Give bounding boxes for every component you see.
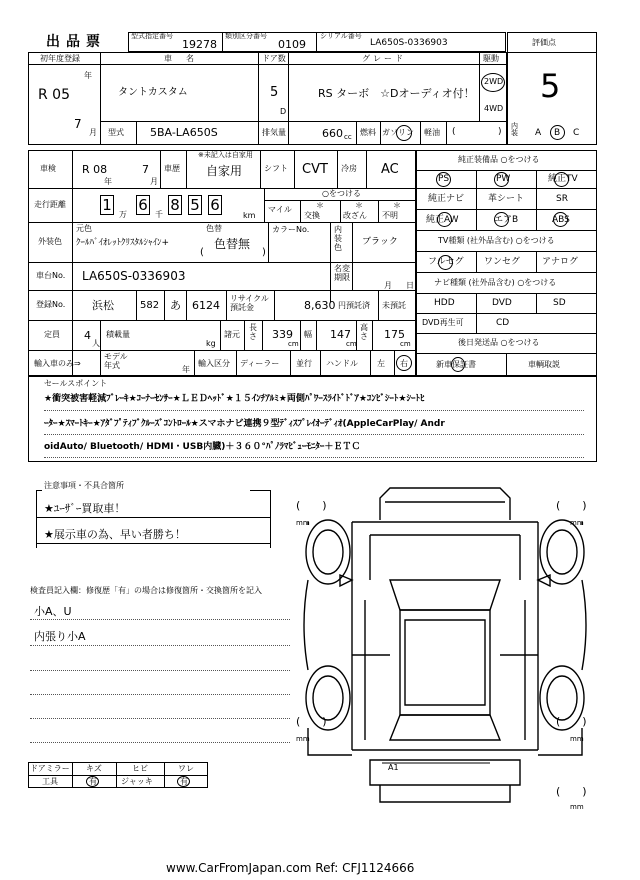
oem-ps: PS — [438, 174, 450, 184]
mileage-label: 走行距離 — [34, 200, 66, 209]
oem-pw-circle — [494, 172, 509, 187]
model-year-unit: 年 — [182, 365, 190, 374]
cc-unit: cc — [344, 133, 352, 141]
mileage-digit-4: 5 — [188, 195, 202, 215]
load-label: 積載量 — [106, 330, 130, 339]
model-code: 19278 — [182, 38, 217, 51]
front-bumper-outline — [380, 488, 510, 520]
reg-kana: あ — [170, 299, 181, 312]
color-no-label: カラーNo. — [272, 225, 310, 234]
drive-4wd: 4WD — [484, 104, 504, 113]
inspector-line-2: 内張り小A — [34, 630, 86, 643]
legend-mirror: ドアミラー — [30, 764, 70, 773]
car-damage-diagram — [290, 480, 600, 810]
import-section-label: 輸入区分 — [198, 359, 230, 368]
legend-scratch: キズ — [86, 764, 102, 773]
tools-yes-circle — [86, 776, 99, 787]
roof-outline — [400, 610, 490, 715]
reg-class: 582 — [140, 300, 160, 311]
tire-fl-bracket: ( ) — [296, 499, 327, 512]
serial-no: LA650S-0336903 — [370, 38, 448, 48]
interior-b-circle — [550, 125, 565, 140]
legend-tools: 工具 — [42, 777, 58, 786]
type-value: 5BA-LA650S — [150, 126, 218, 139]
mark-tamper: ＊ — [355, 201, 363, 210]
color-label: 外装色 — [38, 237, 62, 246]
navi-dvd-play: DVD再生可 — [422, 318, 464, 327]
paint-value: 色替無 — [214, 237, 251, 251]
mileage-digit-3: 8 — [168, 195, 182, 215]
mileage-unknown: 不明 — [382, 211, 398, 220]
ac-label: 冷房 — [341, 164, 357, 173]
tire-spare-bracket: ( ) — [556, 785, 587, 798]
paint-label: 色替 — [206, 224, 222, 233]
tire-rr-bracket: ( ) — [556, 715, 587, 728]
capacity-label: 定員 — [44, 330, 60, 339]
mileage-exchange: 交換 — [304, 211, 320, 220]
class-label: 類別区分番号 — [225, 32, 267, 40]
car-name-label: 車 名 — [164, 54, 197, 63]
interior-b: B — [554, 128, 561, 138]
drive-label: 駆動 — [483, 54, 499, 63]
width-label: 幅 — [304, 330, 312, 339]
inspector-label: 検査員記入欄：修復歴「有」の場合は修復箇所・交換箇所を記入 — [30, 586, 262, 595]
oem-tv: 純正TV — [548, 174, 578, 184]
tire-fl-unit: mm — [296, 519, 310, 527]
mark-unknown: ＊ — [393, 201, 401, 210]
mileage-type-label: マイル — [268, 205, 292, 214]
tv-oneseg: ワンセグ — [484, 257, 521, 267]
navi-title: ナビ種類 (社外品含む) ○をつける — [434, 278, 557, 287]
oem-pw: PW — [496, 174, 511, 184]
usage-value: 自家用 — [206, 164, 243, 178]
car-name: タントカスタム — [118, 87, 188, 98]
inspection-box — [28, 150, 416, 376]
notes-line-1: ★ﾕｰｻﾞｰ買取車！ — [44, 502, 126, 515]
reg-area: 浜松 — [92, 299, 114, 312]
reg-no-label: 登録No. — [36, 300, 66, 309]
height-value: 175 — [384, 328, 405, 341]
km-unit: km — [243, 211, 256, 220]
shift-label: シフト — [264, 164, 288, 173]
docs-warranty: 新車保証書 — [436, 360, 476, 369]
tire-fr-unit: mm — [570, 519, 584, 527]
shaken-year-unit: 年 — [104, 177, 112, 186]
import-label: 輸入車のみ⇒ — [34, 359, 81, 368]
oem-aw: 純正AW — [426, 215, 459, 225]
sales-line-3: oidAuto/ Bluetooth/ HDMI・USB内臓)＋３６０°ﾊﾟﾉﾗﾏﾋﾞｭｰﾓﾆﾀｰ＋ＥＴＣ — [44, 442, 361, 452]
navi-hdd: HDD — [434, 298, 455, 308]
tv-title: TV種類 (社外品含む) ○をつける — [438, 236, 555, 245]
doors-label: ドア数 — [262, 54, 286, 63]
oem-sr: SR — [556, 194, 568, 204]
width-unit: cm — [346, 340, 357, 348]
interior-color: ブラック — [362, 237, 398, 247]
inspector-line-1: 小A、U — [34, 605, 72, 618]
recycle-unpaid: 未預託 — [382, 301, 406, 310]
score-label: 評価点 — [532, 38, 556, 47]
type-label: 型式 — [108, 128, 124, 137]
oem-navi: 純正ナビ — [428, 194, 465, 204]
tire-rl-bracket: ( ) — [296, 715, 327, 728]
first-reg-era: R 05 — [38, 87, 70, 103]
fuel-circle — [396, 125, 412, 141]
length-unit: cm — [288, 340, 299, 348]
tire-rl-unit: mm — [296, 735, 310, 743]
recycle-amount: 8,630 — [304, 299, 336, 312]
tv-fullseg: フルセグ — [428, 257, 464, 267]
recycle-unit: 円預託済 — [338, 301, 370, 310]
shaken-month: 7 — [142, 163, 149, 176]
sales-points-label: セールスポイント — [44, 379, 108, 388]
model-year-label: モデル年式 — [104, 352, 128, 370]
tv-analog: アナログ — [542, 257, 579, 267]
tire-spare-unit: mm — [570, 803, 584, 811]
class-no: 0109 — [278, 38, 306, 51]
mark-exchange: ＊ — [316, 201, 324, 210]
docs-title: 後日発送品 ○をつける — [458, 338, 540, 347]
name-change-label: 名変期限 — [334, 264, 350, 282]
navi-sd: SD — [553, 298, 566, 308]
drive-2wd: 2WD — [484, 77, 504, 86]
legend-tools-yes: 有 — [89, 777, 97, 786]
mileage-digit-1: 1 — [100, 195, 114, 215]
length-label: 長さ — [249, 323, 257, 341]
year-suffix: 年 — [84, 71, 92, 80]
tire-rr-unit: mm — [570, 735, 584, 743]
interior-label: 内装 — [511, 122, 518, 137]
load-unit: kg — [206, 339, 216, 348]
shaken-month-unit: 月 — [150, 177, 158, 186]
original-color: ｸｰﾙﾊﾞｲｵﾚｯﾄｸﾘｽﾀﾙｼｬｲﾝ+ — [76, 238, 170, 248]
ac-value: AC — [381, 162, 399, 177]
serial-label: シリアル番号 — [320, 32, 362, 40]
shaken-label: 車検 — [40, 164, 56, 173]
sheet-title: 出品票 — [46, 34, 106, 50]
displacement-label: 排気量 — [262, 128, 286, 137]
notes-label: 注意事項・不具合箇所 — [44, 481, 124, 490]
oem-abs: ABS — [552, 215, 570, 225]
sales-line-2: ｰﾀｰ★ｽﾏｰﾄｷｰ★ｱﾀﾞﾌﾟﾃｨﾌﾞｸﾙｰｽﾞｺﾝﾄﾛｰﾙ★スマホナビ連携９型ﾃﾞｨｽﾌﾟﾚｲｵｰﾃﾞｨｵ(AppleCarPlay/ Andr — [44, 419, 445, 429]
mileage-digit-5: 6 — [208, 195, 222, 215]
original-color-label: 元色 — [76, 224, 92, 233]
oem-abs-circle — [553, 212, 568, 227]
dims-label: 諸元 — [224, 330, 240, 339]
interior-a: A — [535, 128, 542, 138]
oem-airbag: エアB — [494, 215, 519, 225]
legend-jack-yes: 有 — [180, 777, 188, 786]
docs-warranty-circle — [451, 357, 465, 372]
notes-line-2: ★展示車の為、早い者勝ち！ — [44, 528, 186, 541]
navi-dvd: DVD — [492, 298, 512, 308]
oem-title: 純正装備品 ○をつける — [458, 155, 540, 164]
oem-airbag-circle — [494, 212, 509, 227]
doors-value: 5 — [270, 85, 279, 100]
width-value: 147 — [330, 328, 351, 341]
score-value: 5 — [540, 67, 561, 105]
fuel-value: ガソリン — [382, 128, 414, 137]
oem-ps-circle — [436, 172, 451, 187]
grade-label: グレード — [362, 54, 406, 63]
grade-value: RS ターボ ☆Dオーディオ付！ — [318, 87, 475, 100]
handle-right-circle — [396, 355, 412, 371]
capacity-value: 4 — [84, 329, 91, 342]
doors-sub: D — [280, 107, 287, 116]
sales-line-1: ★衝突被害軽減ﾌﾞﾚｰｷ★ｺｰﾅｰｾﾝｻｰ★ＬＥＤﾍｯﾄﾞ★１５ｲﾝﾁｱﾙﾐ★両側ﾊﾟﾜｰｽﾗｲﾄﾞﾄﾞｱ★ｺﾝﾋﾞｼｰﾄ★ｼｰﾄﾋ — [44, 394, 425, 404]
handle-label: ハンドル — [326, 359, 358, 368]
handle-left: 左 — [377, 359, 385, 368]
oem-aw-circle — [437, 212, 452, 227]
tv-fullseg-circle — [438, 255, 453, 270]
name-change-month: 月 — [384, 281, 392, 290]
man-unit: 万 — [119, 210, 127, 219]
shaken-value: R 08 — [82, 163, 108, 176]
parallel-label: 並行 — [296, 359, 312, 368]
oem-leather: 革シート — [488, 194, 525, 204]
usage-note: ※未記入は自家用 — [198, 151, 253, 159]
tire-fr-bracket: ( ) — [556, 499, 587, 512]
damage-mark-a1: A1 — [388, 763, 399, 772]
legend-jack: ジャッキ — [121, 777, 153, 786]
first-reg-month: 7 — [74, 117, 82, 131]
navi-cd: CD — [496, 318, 510, 328]
oem-tv-circle — [554, 172, 569, 187]
vin-label: 車台No. — [36, 271, 66, 280]
mileage-digit-2: 6 — [136, 195, 150, 215]
reg-number: 6124 — [192, 299, 220, 312]
usage-label: 車歴 — [164, 164, 180, 173]
capacity-unit: 人 — [92, 339, 100, 348]
interior-c: C — [573, 128, 580, 138]
month-suffix: 月 — [89, 128, 97, 137]
sen-unit: 千 — [155, 210, 163, 219]
interior-color-label: 内装色 — [334, 225, 342, 252]
displacement-value: 660 — [322, 127, 343, 140]
height-unit: cm — [400, 340, 411, 348]
legend-break: ワレ — [178, 764, 194, 773]
legend-crack: ヒビ — [132, 764, 148, 773]
model-code-label: 型式指定番号 — [131, 32, 173, 40]
recycle-label: リサイクル預託金 — [230, 294, 269, 313]
footer-reference: www.CarFromJapan.com Ref: CFJ1124666 — [166, 861, 415, 875]
jack-yes-circle — [177, 776, 190, 787]
handle-right: 右 — [400, 359, 408, 368]
fuel-label: 燃料 — [360, 128, 376, 137]
height-label: 高さ — [360, 323, 368, 341]
shift-value: CVT — [302, 162, 328, 177]
dealer-label: ディーラー — [240, 359, 280, 368]
mileage-tampered: 改ざん — [343, 211, 367, 220]
docs-manual: 車輌取説 — [528, 360, 560, 369]
mileage-circle-note: ○をつける — [322, 189, 361, 198]
first-reg-label: 初年度登録 — [40, 54, 80, 63]
windshield-outline — [390, 580, 500, 610]
diesel-label: 軽油 — [424, 128, 440, 137]
vin-value: LA650S-0336903 — [82, 269, 186, 283]
length-value: 339 — [272, 328, 293, 341]
